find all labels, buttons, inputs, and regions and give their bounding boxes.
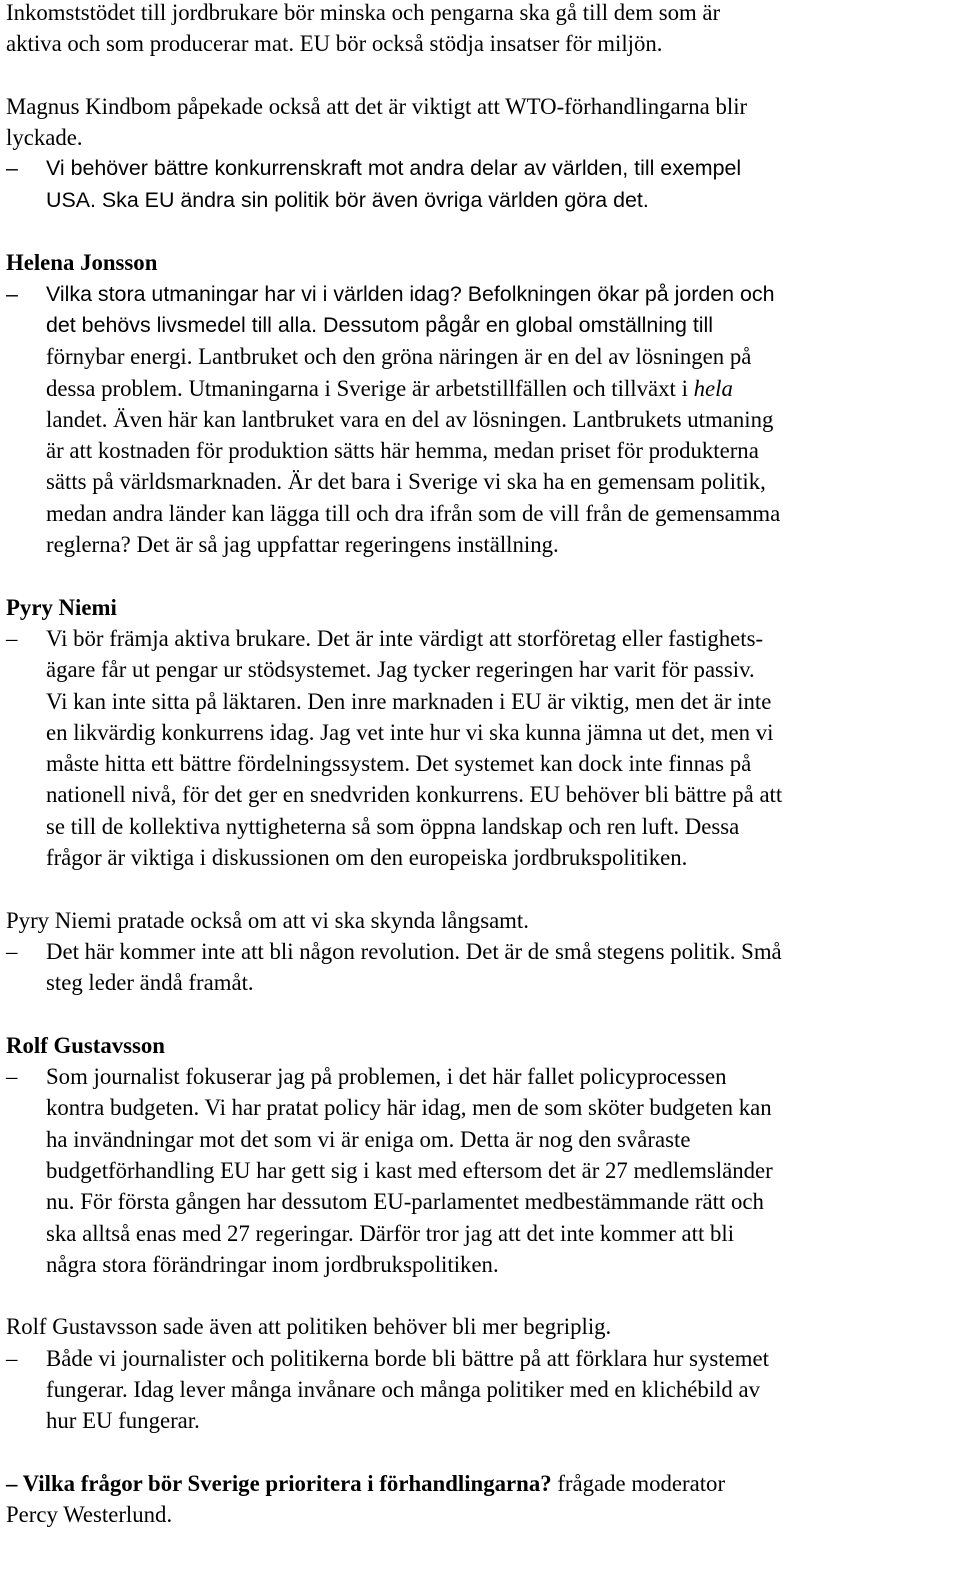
text-line: nationell nivå, för det ger en snedvriden konkurrens. EU behöver bli bättre på att	[46, 782, 783, 808]
speaker-heading: Pyry Niemi	[6, 594, 117, 620]
text-line: ha invändningar mot det som vi är eniga om. Detta är nog den svåraste	[46, 1126, 691, 1152]
text-line: lyckade.	[6, 125, 83, 151]
quote-dash: –	[6, 625, 18, 651]
text-line: budgetförhandling EU har gett sig i kast med eftersom det är 27 medlemsländer	[46, 1157, 773, 1183]
quote-dash: –	[6, 1064, 18, 1090]
quote-line	[6, 623, 956, 654]
paragraph-niemi	[6, 592, 956, 874]
speaker-heading: Rolf Gustavsson	[6, 1032, 165, 1058]
text-line: Vi kan inte sitta på läktaren. Den inre marknaden i EU är viktig, men det är inte	[46, 688, 772, 714]
quote-dash: –	[6, 281, 18, 306]
text-line: USA. Ska EU ändra sin politik bör även övriga världen göra det.	[46, 187, 649, 212]
text-line	[6, 1468, 956, 1499]
paragraph-moderator-question	[6, 1468, 956, 1531]
text-line: sätts på världsmarknaden. Är det bara i Sverige vi ska ha en gemensam politik,	[46, 469, 766, 495]
text-line: ägare får ut pengar ur stödsystemet. Jag tycker regeringen har varit för passiv.	[46, 657, 755, 683]
quote-line	[6, 1061, 956, 1092]
text-line: reglerna? Det är så jag uppfattar regeringens inställning.	[46, 532, 559, 558]
text-line: se till de kollektiva nyttigheterna så som öppna landskap och ren luft. Dessa	[46, 813, 740, 839]
text-line: fungerar. Idag lever många invånare och många politiker med en klichébild av	[46, 1377, 761, 1403]
text-line: kontra budgeten. Vi har pratat policy här idag, men de som sköter budgeten kan	[46, 1095, 772, 1121]
text-segment: dessa problem. Utmaningarna i Sverige är arbetstillfällen och tillväxt i	[46, 375, 694, 401]
text-line: steg leder ändå framåt.	[46, 970, 254, 996]
text-line: Rolf Gustavsson sade även att politiken behöver bli mer begriplig.	[6, 1314, 612, 1340]
quote-dash: –	[6, 938, 18, 964]
emphasis-text: hela	[693, 375, 733, 401]
text-line: Pyry Niemi pratade också om att vi ska skynda långsamt.	[6, 907, 529, 933]
document-page	[6, 0, 956, 1531]
text-line: hur EU fungerar.	[46, 1408, 200, 1434]
paragraph-jonsson	[6, 247, 956, 560]
quote-line	[6, 1343, 956, 1374]
text-line: aktiva och som producerar mat. EU bör också stödja insatser för miljön.	[6, 31, 663, 57]
text-line	[6, 373, 956, 404]
paragraph-inkomststod	[6, 0, 956, 60]
quote-text: Det här kommer inte att bli någon revolution. Det är de små stegens politik. Små	[46, 938, 782, 964]
text-line: måste hitta ett bättre fördelningssystem. Det systemet kan dock inte finnas på	[46, 751, 752, 777]
text-line: är att kostnaden för produktion sätts här hemma, medan priset för produkterna	[46, 438, 759, 464]
paragraph-gustavsson	[6, 1030, 956, 1280]
text-line: ska alltså enas med 27 regeringar. Därför tror jag att det inte kommer att bli	[46, 1220, 735, 1246]
paragraph-niemi-summary	[6, 905, 956, 999]
quote-line	[6, 279, 956, 310]
text-line: landet. Även här kan lantbruket vara en del av lösningen. Lantbrukets utmaning	[46, 406, 774, 432]
text-line: Magnus Kindbom påpekade också att det är viktigt att WTO-förhandlingarna blir	[6, 93, 748, 119]
text-line: Inkomststödet till jordbrukare bör minska och pengarna ska gå till dem som är	[6, 0, 721, 25]
text-segment: frågade moderator	[551, 1470, 726, 1496]
quote-text: Som journalist fokuserar jag på problemen, i det här fallet policyprocessen	[46, 1064, 727, 1090]
quote-dash: –	[6, 156, 18, 181]
quote-line	[6, 153, 956, 184]
text-line: medan andra länder kan lägga till och dra ifrån som de vill från de gemensamma	[46, 500, 781, 526]
paragraph-gustavsson-summary	[6, 1311, 956, 1436]
text-line: det behövs livsmedel till alla. Dessutom pågår en global omställning till	[46, 312, 714, 337]
quote-line	[6, 936, 956, 967]
quote-dash: –	[6, 1345, 18, 1371]
quote-text: Vi behöver bättre konkurrenskraft mot andra delar av världen, till exempel	[46, 156, 742, 181]
paragraph-kindbom	[6, 91, 956, 216]
text-line: några stora förändringar inom jordbrukspolitiken.	[46, 1251, 499, 1277]
quote-text: Vilka stora utmaningar har vi i världen idag? Befolkningen ökar på jorden och	[46, 281, 775, 306]
text-line: en likvärdig konkurrens idag. Jag vet inte hur vi ska kunna jämna ut det, men vi	[46, 719, 774, 745]
text-line: Percy Westerlund.	[6, 1502, 173, 1528]
speaker-heading: Helena Jonsson	[6, 250, 158, 276]
quote-text: Vi bör främja aktiva brukare. Det är inte värdigt att storföretag eller fastighets-	[46, 625, 764, 651]
text-line: nu. För första gången har dessutom EU-parlamentet medbestämmande rätt och	[46, 1189, 764, 1215]
text-line: förnybar energi. Lantbruket och den gröna näringen är en del av lösningen på	[46, 344, 752, 370]
moderator-question: – Vilka frågor bör Sverige prioritera i förhandlingarna?	[6, 1470, 552, 1496]
text-line: frågor är viktiga i diskussionen om den europeiska jordbrukspolitiken.	[46, 845, 688, 871]
quote-text: Både vi journalister och politikerna borde bli bättre på att förklara hur systemet	[46, 1345, 769, 1371]
